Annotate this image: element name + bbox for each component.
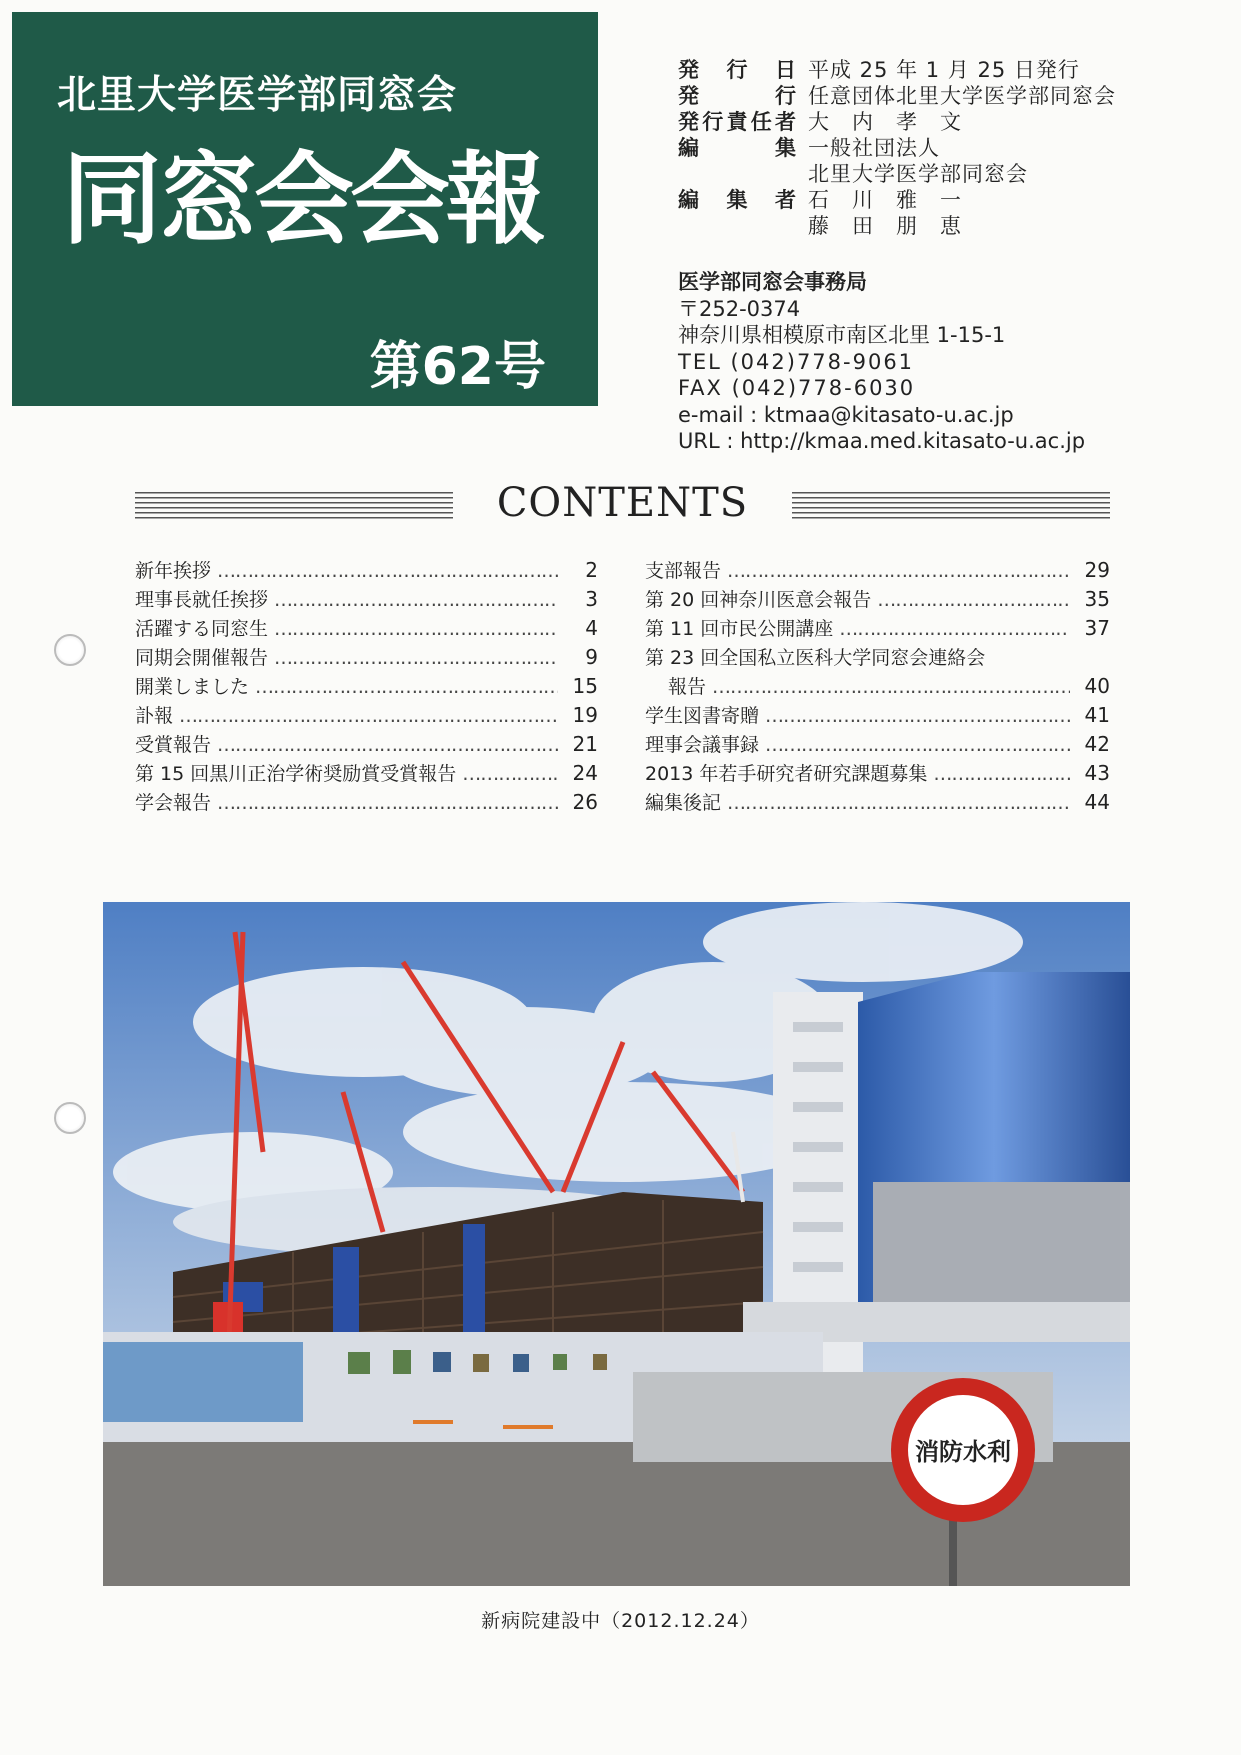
office-email[interactable]: e-mail : ktmaa@kitasato-u.ac.jp bbox=[678, 402, 1014, 427]
toc-right-column bbox=[645, 556, 1110, 817]
toc-item[interactable] bbox=[645, 672, 1110, 701]
pub-value: 一般社団法人 bbox=[808, 136, 940, 160]
pub-row bbox=[678, 135, 1116, 161]
photo-caption: 新病院建設中（2012.12.24） bbox=[481, 1610, 760, 1632]
toc-item[interactable] bbox=[135, 788, 598, 817]
toc-title: 学生図書寄贈 bbox=[645, 705, 760, 727]
toc-item[interactable] bbox=[135, 672, 598, 701]
pub-label: 発行 bbox=[678, 84, 796, 108]
toc-item[interactable] bbox=[135, 643, 598, 672]
masthead bbox=[12, 12, 598, 406]
toc-leader bbox=[274, 647, 558, 669]
pub-row bbox=[678, 213, 1116, 239]
toc-title: 受賞報告 bbox=[135, 734, 212, 756]
toc-page: 21 bbox=[572, 732, 598, 756]
toc-page: 15 bbox=[572, 674, 598, 698]
toc-item[interactable] bbox=[645, 730, 1110, 759]
toc-item[interactable] bbox=[645, 614, 1110, 643]
toc-item[interactable] bbox=[645, 759, 1110, 788]
pub-row bbox=[678, 83, 1116, 109]
toc-item[interactable] bbox=[645, 585, 1110, 614]
pub-label: 編集者 bbox=[678, 188, 796, 212]
pub-value: 大 内 孝 文 bbox=[808, 110, 962, 134]
toc-title: 第 23 回全国私立医科大学同窓会連絡会 bbox=[645, 647, 986, 669]
toc-page: 2 bbox=[585, 558, 598, 582]
toc-page: 37 bbox=[1084, 616, 1110, 640]
pub-value: 藤 田 朋 恵 bbox=[808, 214, 962, 238]
pub-label: 発行日 bbox=[678, 58, 796, 82]
publication-info bbox=[678, 57, 1116, 239]
blue-tarp bbox=[103, 1342, 303, 1422]
toc-item[interactable] bbox=[645, 643, 1110, 672]
toc-leader bbox=[179, 705, 558, 727]
toc-page: 40 bbox=[1084, 674, 1110, 698]
toc-item[interactable] bbox=[135, 730, 598, 759]
pub-value: 石 川 雅 一 bbox=[808, 188, 962, 212]
toc-page: 4 bbox=[585, 616, 598, 640]
pub-row bbox=[678, 109, 1116, 135]
toc-item[interactable] bbox=[135, 614, 598, 643]
grey-podium bbox=[873, 1182, 1130, 1312]
office-fax: FAX (042)778-6030 bbox=[678, 376, 916, 400]
contents-title: CONTENTS bbox=[496, 480, 749, 526]
organization-name: 北里大学医学部同窓会 bbox=[57, 73, 458, 118]
issue-number: 第62号 bbox=[369, 337, 546, 397]
pub-label: 発行責任者 bbox=[678, 110, 796, 134]
office-postal: 〒252-0374 bbox=[678, 296, 801, 321]
office-heading: 医学部同窓会事務局 bbox=[678, 270, 867, 294]
toc-page: 41 bbox=[1084, 703, 1110, 727]
toc-item[interactable] bbox=[645, 556, 1110, 585]
toc-title: 学会報告 bbox=[135, 792, 212, 814]
toc-title: 理事会議事録 bbox=[645, 734, 760, 756]
toc-leader bbox=[274, 618, 558, 640]
pub-value: 北里大学医学部同窓会 bbox=[808, 162, 1028, 186]
toc-title: 活躍する同窓生 bbox=[135, 618, 269, 640]
toc-page: 42 bbox=[1084, 732, 1110, 756]
toc-leader bbox=[255, 676, 558, 698]
toc-title: 第 15 回黒川正治学術奨励賞受賞報告 bbox=[135, 763, 457, 785]
toc-title: 支部報告 bbox=[645, 560, 722, 582]
toc-leader bbox=[462, 763, 558, 785]
hydrant-sign-text: 消防水利 bbox=[915, 1438, 1011, 1466]
office-info bbox=[678, 269, 1085, 455]
toc-leader bbox=[933, 763, 1070, 785]
construction-photo bbox=[103, 902, 1130, 1586]
toc-item[interactable] bbox=[135, 556, 598, 585]
toc-leader bbox=[877, 589, 1070, 611]
toc-leader bbox=[217, 560, 558, 582]
toc-title: 開業しました bbox=[135, 676, 250, 698]
toc-page: 9 bbox=[585, 645, 598, 669]
office-url[interactable]: URL : http://kmaa.med.kitasato-u.ac.jp bbox=[678, 429, 1086, 453]
pub-label bbox=[678, 213, 796, 239]
toc-title: 2013 年若手研究者研究課題募集 bbox=[645, 763, 928, 785]
construction-photo-illustration bbox=[103, 902, 1130, 1586]
toc-page: 26 bbox=[572, 790, 598, 814]
pub-label: 編集 bbox=[678, 136, 796, 160]
toc-page: 35 bbox=[1084, 587, 1110, 611]
binder-hole-bottom bbox=[54, 1102, 86, 1134]
toc-leader bbox=[727, 792, 1070, 814]
toc-page: 43 bbox=[1084, 761, 1110, 785]
toc-title: 訃報 bbox=[135, 705, 174, 727]
toc-page: 24 bbox=[572, 761, 598, 785]
stripe-right bbox=[792, 492, 1110, 522]
pub-value: 平成 25 年 1 月 25 日発行 bbox=[808, 58, 1080, 82]
toc-page: 44 bbox=[1084, 790, 1110, 814]
toc-page: 3 bbox=[585, 587, 598, 611]
pub-row bbox=[678, 161, 1116, 187]
toc-item[interactable] bbox=[645, 788, 1110, 817]
toc-item[interactable] bbox=[135, 701, 598, 730]
office-address: 神奈川県相模原市南区北里 1-15-1 bbox=[678, 323, 1006, 347]
toc-item[interactable] bbox=[135, 585, 598, 614]
toc-leader bbox=[712, 676, 1070, 698]
office-tel: TEL (042)778-9061 bbox=[678, 349, 915, 374]
toc-title: 第 20 回神奈川医意会報告 bbox=[645, 589, 872, 611]
pub-value: 任意団体北里大学医学部同窓会 bbox=[808, 84, 1116, 108]
toc-leader bbox=[727, 560, 1070, 582]
toc-leader bbox=[839, 618, 1070, 640]
toc-title: 編集後記 bbox=[645, 792, 722, 814]
toc-page: 29 bbox=[1084, 558, 1110, 582]
toc-leader bbox=[217, 792, 558, 814]
pub-label bbox=[678, 161, 796, 187]
toc-title: 報告 bbox=[668, 676, 707, 698]
toc-leader bbox=[765, 734, 1070, 756]
newsletter-title: 同窓会会報 bbox=[62, 141, 542, 258]
binder-hole-top bbox=[54, 634, 86, 666]
toc-title: 同期会開催報告 bbox=[135, 647, 269, 669]
toc-leader bbox=[217, 734, 558, 756]
toc-title: 新年挨拶 bbox=[135, 560, 212, 582]
toc-title: 理事長就任挨拶 bbox=[135, 589, 269, 611]
toc-left-column bbox=[135, 556, 598, 817]
toc-item[interactable] bbox=[135, 759, 598, 788]
pub-row bbox=[678, 57, 1116, 83]
toc-title: 第 11 回市民公開講座 bbox=[645, 618, 834, 640]
toc-leader bbox=[274, 589, 558, 611]
pub-row bbox=[678, 187, 1116, 213]
contents-header bbox=[135, 480, 1110, 534]
toc-page: 19 bbox=[572, 703, 598, 727]
toc-leader bbox=[765, 705, 1070, 727]
toc-item[interactable] bbox=[645, 701, 1110, 730]
